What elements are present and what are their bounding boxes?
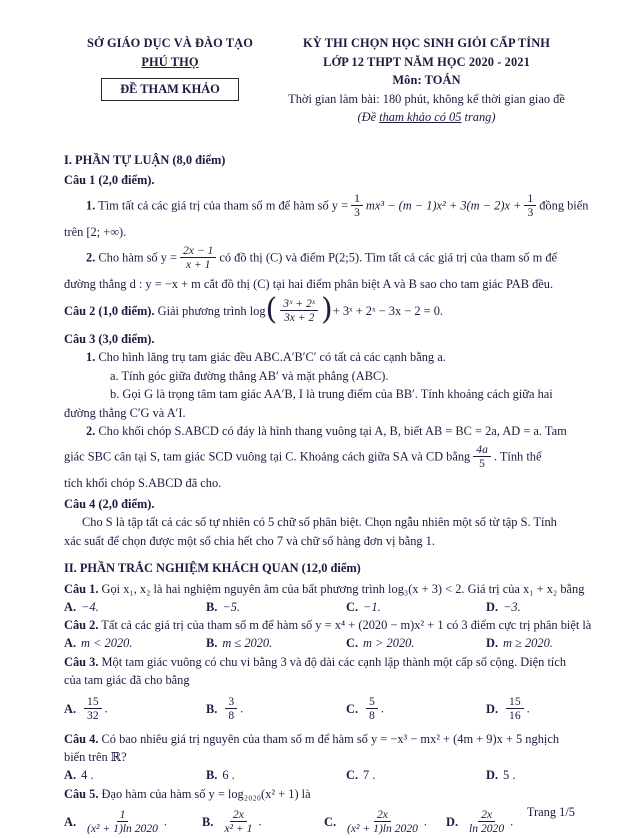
part2-q4-line2: biến trên ℝ? — [64, 750, 127, 765]
part1-cau3-q2-cont1: giác SBC cân tại S, tam giác SCD vuông tại C. Khoảng cách giữa SA và CD bằng $\frac{4a}{5}$ . Tính thể — [64, 442, 542, 471]
fraction — [180, 244, 216, 272]
fraction-denominator: (x² + 1)ln 2020 — [87, 822, 158, 836]
item-number: 1. — [86, 350, 96, 365]
part1-cau1-q1-cont: trên [2; +∞). — [64, 225, 127, 240]
option-a: A. $\frac{1}{\text{(x² + 1)ln 2020}}$ . — [64, 808, 168, 836]
fraction-numerator: 2x — [374, 808, 391, 822]
option-a: A. m < 2020. — [64, 636, 133, 651]
fraction-numerator: 15 — [84, 695, 102, 709]
province-name: PHÚ THỌ — [141, 54, 199, 69]
part2-q2-line: Câu 2. Tất cả các giá trị của tham số m để hàm số y = x⁴ + (2020 − m)x² + 1 có 3 điểm cực trị phân biệt là — [64, 618, 592, 633]
option-b: B. $\frac{3}{8}$ . — [206, 694, 244, 723]
question-label: Câu 2. — [64, 618, 99, 633]
fraction-numerator: 4a — [473, 443, 491, 457]
part2-q1-options — [64, 600, 577, 615]
part2-q4-options — [64, 768, 577, 783]
fraction-denominator: 32 — [87, 709, 99, 723]
part2-heading: II. PHẦN TRẮC NGHIỆM KHÁCH QUAN (12,0 điểm) — [64, 561, 361, 576]
part1-cau4-line2: xác suất để chọn được một số chia hết cho 7 và chữ số hàng đơn vị bằng 1. — [64, 533, 435, 548]
fraction-numerator: 3ˣ + 2ˣ — [280, 297, 318, 311]
fraction-numerator: 2x — [230, 808, 247, 822]
part1-cau1-q1-line: 1. Tìm tất cả các giá trị của tham số m để hàm số y = $\frac{1}{3}$ mx³ − (m − 1)x² + 3(m − 2)x + $\frac{1}{3}$ đồng biến — [86, 191, 589, 219]
question-label: Câu 1. — [64, 581, 99, 596]
fraction-denominator: (x² + 1)ln 2020 — [347, 822, 418, 836]
fraction-numerator: 2x − 1 — [180, 244, 216, 258]
fraction — [225, 695, 237, 723]
option-a: A. 4 . — [64, 768, 94, 783]
item-number: 2. — [86, 250, 96, 265]
question-label: Câu 4. — [64, 731, 99, 746]
part1-cau3-qb-line: b. Gọi G là trọng tâm tam giác AA′B, I là trung điểm của BB′. Tính khoảng cách giữa hai — [110, 387, 553, 402]
fraction — [84, 808, 161, 836]
fraction-denominator: 3 — [354, 205, 360, 219]
left-paren: ( — [265, 291, 278, 327]
option-c: C. m > 2020. — [346, 636, 415, 651]
part1-cau3-q1-line: 1. Cho hình lăng trụ tam giác đều ABC.A′B′C′ có tất cả các cạnh bằng a. — [86, 350, 446, 365]
part1-cau2-line: Câu 2 (1,0 điểm). Giải phương trình log( $\frac{\text{3ˣ + 2ˣ}}{3x + 2}$ )+ 3ˣ + 2ˣ − 3x − 2 = 0. — [64, 291, 444, 327]
fraction-denominator: 3 — [527, 205, 534, 219]
part1-cau3-q2-line: 2. Cho khối chóp S.ABCD có đáy là hình thang vuông tại A, B, biết AB = BC = 2a, AD = a. Tam — [86, 424, 567, 439]
fraction — [344, 808, 421, 836]
exam-duration: Thời gian làm bài: 180 phút, không kể thời gian giao đề — [288, 91, 565, 106]
option-d: D. −3. — [486, 599, 521, 614]
fraction-numerator: 5 — [366, 695, 378, 709]
question-label: Câu 2 (1,0 điểm). — [64, 303, 155, 318]
fraction-denominator: 8 — [228, 709, 235, 723]
option-a: A. −4. — [64, 599, 99, 614]
exam-pages-note: (Đề tham khảo có 05 trang) — [357, 110, 496, 124]
fraction — [221, 808, 255, 836]
part1-cau3-qb-cont: đường thẳng C′G và A′I. — [64, 405, 186, 420]
option-c: C. $\frac{5}{8}$ . — [346, 694, 384, 723]
fraction — [84, 695, 102, 723]
option-c: C. 7 . — [346, 768, 376, 783]
part1-cau4-line1: Cho S là tập tất cả các số tự nhiên có 5 chữ số phân biệt. Chọn ngẫu nhiên một số từ tập S. Tính — [82, 515, 557, 530]
option-b: B. 6 . — [206, 768, 235, 783]
part1-cau3-title: Câu 3 (3,0 điểm). — [64, 331, 155, 346]
item-number: 2. — [86, 424, 96, 439]
fraction — [466, 808, 507, 836]
part1-cau1-q2-line: 2. Cho hàm số y = $\frac{2x - 1}{x + 1}$ có đồ thị (C) và điểm P(2;5). Tìm tất cả các giá trị của tham số m để — [86, 243, 558, 271]
exam-title-line2: LỚP 12 THPT NĂM HỌC 2020 - 2021 — [323, 54, 530, 69]
fraction — [473, 443, 491, 471]
question-label: Câu 5. — [64, 786, 99, 801]
fraction — [506, 695, 524, 723]
option-b: B. −5. — [206, 599, 241, 614]
fraction-numerator: 15 — [506, 695, 524, 709]
option-d: D. $\frac{2x}{\ln 2020}$ . — [446, 808, 514, 836]
part2-q3-line1: Câu 3. Một tam giác vuông có chu vi bằng 3 và độ dài các cạnh lập thành một cấp số cộng. Diện tích — [64, 654, 567, 669]
question-label: Câu 3. — [64, 654, 99, 669]
exam-header — [64, 34, 577, 127]
fraction-denominator: 16 — [509, 709, 521, 723]
fraction-numerator: 1 — [117, 808, 129, 822]
right-paren: ) — [321, 291, 333, 327]
part1-cau1-q2-cont: đường thẳng d : y = −x + m cắt đồ thị (C) tại hai điểm phân biệt A và B sao cho tam giác PAB đều. — [64, 277, 554, 292]
part2-q4-line1: Câu 4. Có bao nhiêu giá trị nguyên của tham số m để hàm số y = −x³ − mx² + (4m + 9)x + 5 nghịch — [64, 731, 560, 746]
fraction — [351, 192, 363, 220]
part1-cau4-title: Câu 4 (2,0 điểm). — [64, 496, 155, 511]
part2-q2-options — [64, 636, 577, 651]
department-name: SỞ GIÁO DỤC VÀ ĐÀO TẠO — [87, 36, 253, 50]
fraction-denominator: 8 — [369, 709, 375, 723]
fraction-denominator: 3x + 2 — [283, 311, 315, 325]
fraction-numerator: 3 — [225, 695, 237, 709]
part2-q5-line: Câu 5. Đạo hàm của hàm số y = log₂₀₂₀(x² + 1) là — [64, 786, 311, 801]
part2-q5-options — [64, 809, 577, 837]
option-b: B. $\frac{2x}{\text{x² + 1}}$ . — [202, 808, 262, 836]
part1-heading: I. PHẦN TỰ LUẬN (8,0 điểm) — [64, 152, 226, 167]
part1-cau1-title: Câu 1 (2,0 điểm). — [64, 173, 155, 187]
fraction — [524, 192, 536, 220]
fraction-numerator: 2x — [478, 808, 495, 822]
option-b: B. m ≤ 2020. — [206, 636, 273, 651]
item-number: 1. — [86, 198, 96, 213]
exam-type-box — [101, 78, 239, 101]
fraction-denominator: x² + 1 — [224, 822, 253, 836]
fraction — [280, 297, 318, 325]
part1-cau3-qa-line: a. Tính góc giữa đường thẳng AB′ và mặt phẳng (ABC). — [110, 368, 389, 383]
part1-cau3-q2-cont2: tích khối chóp S.ABCD đã cho. — [64, 476, 222, 491]
fraction-denominator: x + 1 — [185, 257, 211, 271]
option-d: D. m ≥ 2020. — [486, 636, 553, 651]
header-left-block — [64, 34, 276, 127]
header-right-block — [276, 34, 577, 127]
option-a: A. $\frac{15}{32}$ . — [64, 694, 108, 723]
fraction-numerator: 1 — [524, 192, 536, 206]
exam-type-label: ĐỀ THAM KHẢO — [120, 82, 220, 96]
fraction — [366, 695, 378, 723]
part2-q3-options — [64, 696, 577, 724]
option-c: C. −1. — [346, 599, 381, 614]
fraction-denominator: 5 — [479, 457, 485, 471]
page-number: Trang 1/5 — [526, 805, 575, 819]
option-c: C. $\frac{2x}{\text{(x² + 1)ln 2020}}$ . — [324, 808, 428, 836]
part2-q1-line: Câu 1. Gọi x₁, x₂ là hai nghiệm nguyên âm của bất phương trình log₃(x + 3) < 2. Giá trị của x₁ + x₂ bằng — [64, 581, 585, 596]
option-d: D. 5 . — [486, 768, 516, 783]
option-d: D. $\frac{15}{16}$ . — [486, 694, 530, 723]
exam-title-line1: KỲ THI CHỌN HỌC SINH GIỎI CẤP TỈNH — [302, 36, 550, 50]
fraction-numerator: 1 — [351, 192, 363, 206]
fraction-denominator: ln 2020 — [469, 822, 505, 836]
exam-subject: Môn: TOÁN — [392, 73, 461, 87]
part2-q3-line2: của tam giác đã cho bằng — [64, 673, 190, 688]
